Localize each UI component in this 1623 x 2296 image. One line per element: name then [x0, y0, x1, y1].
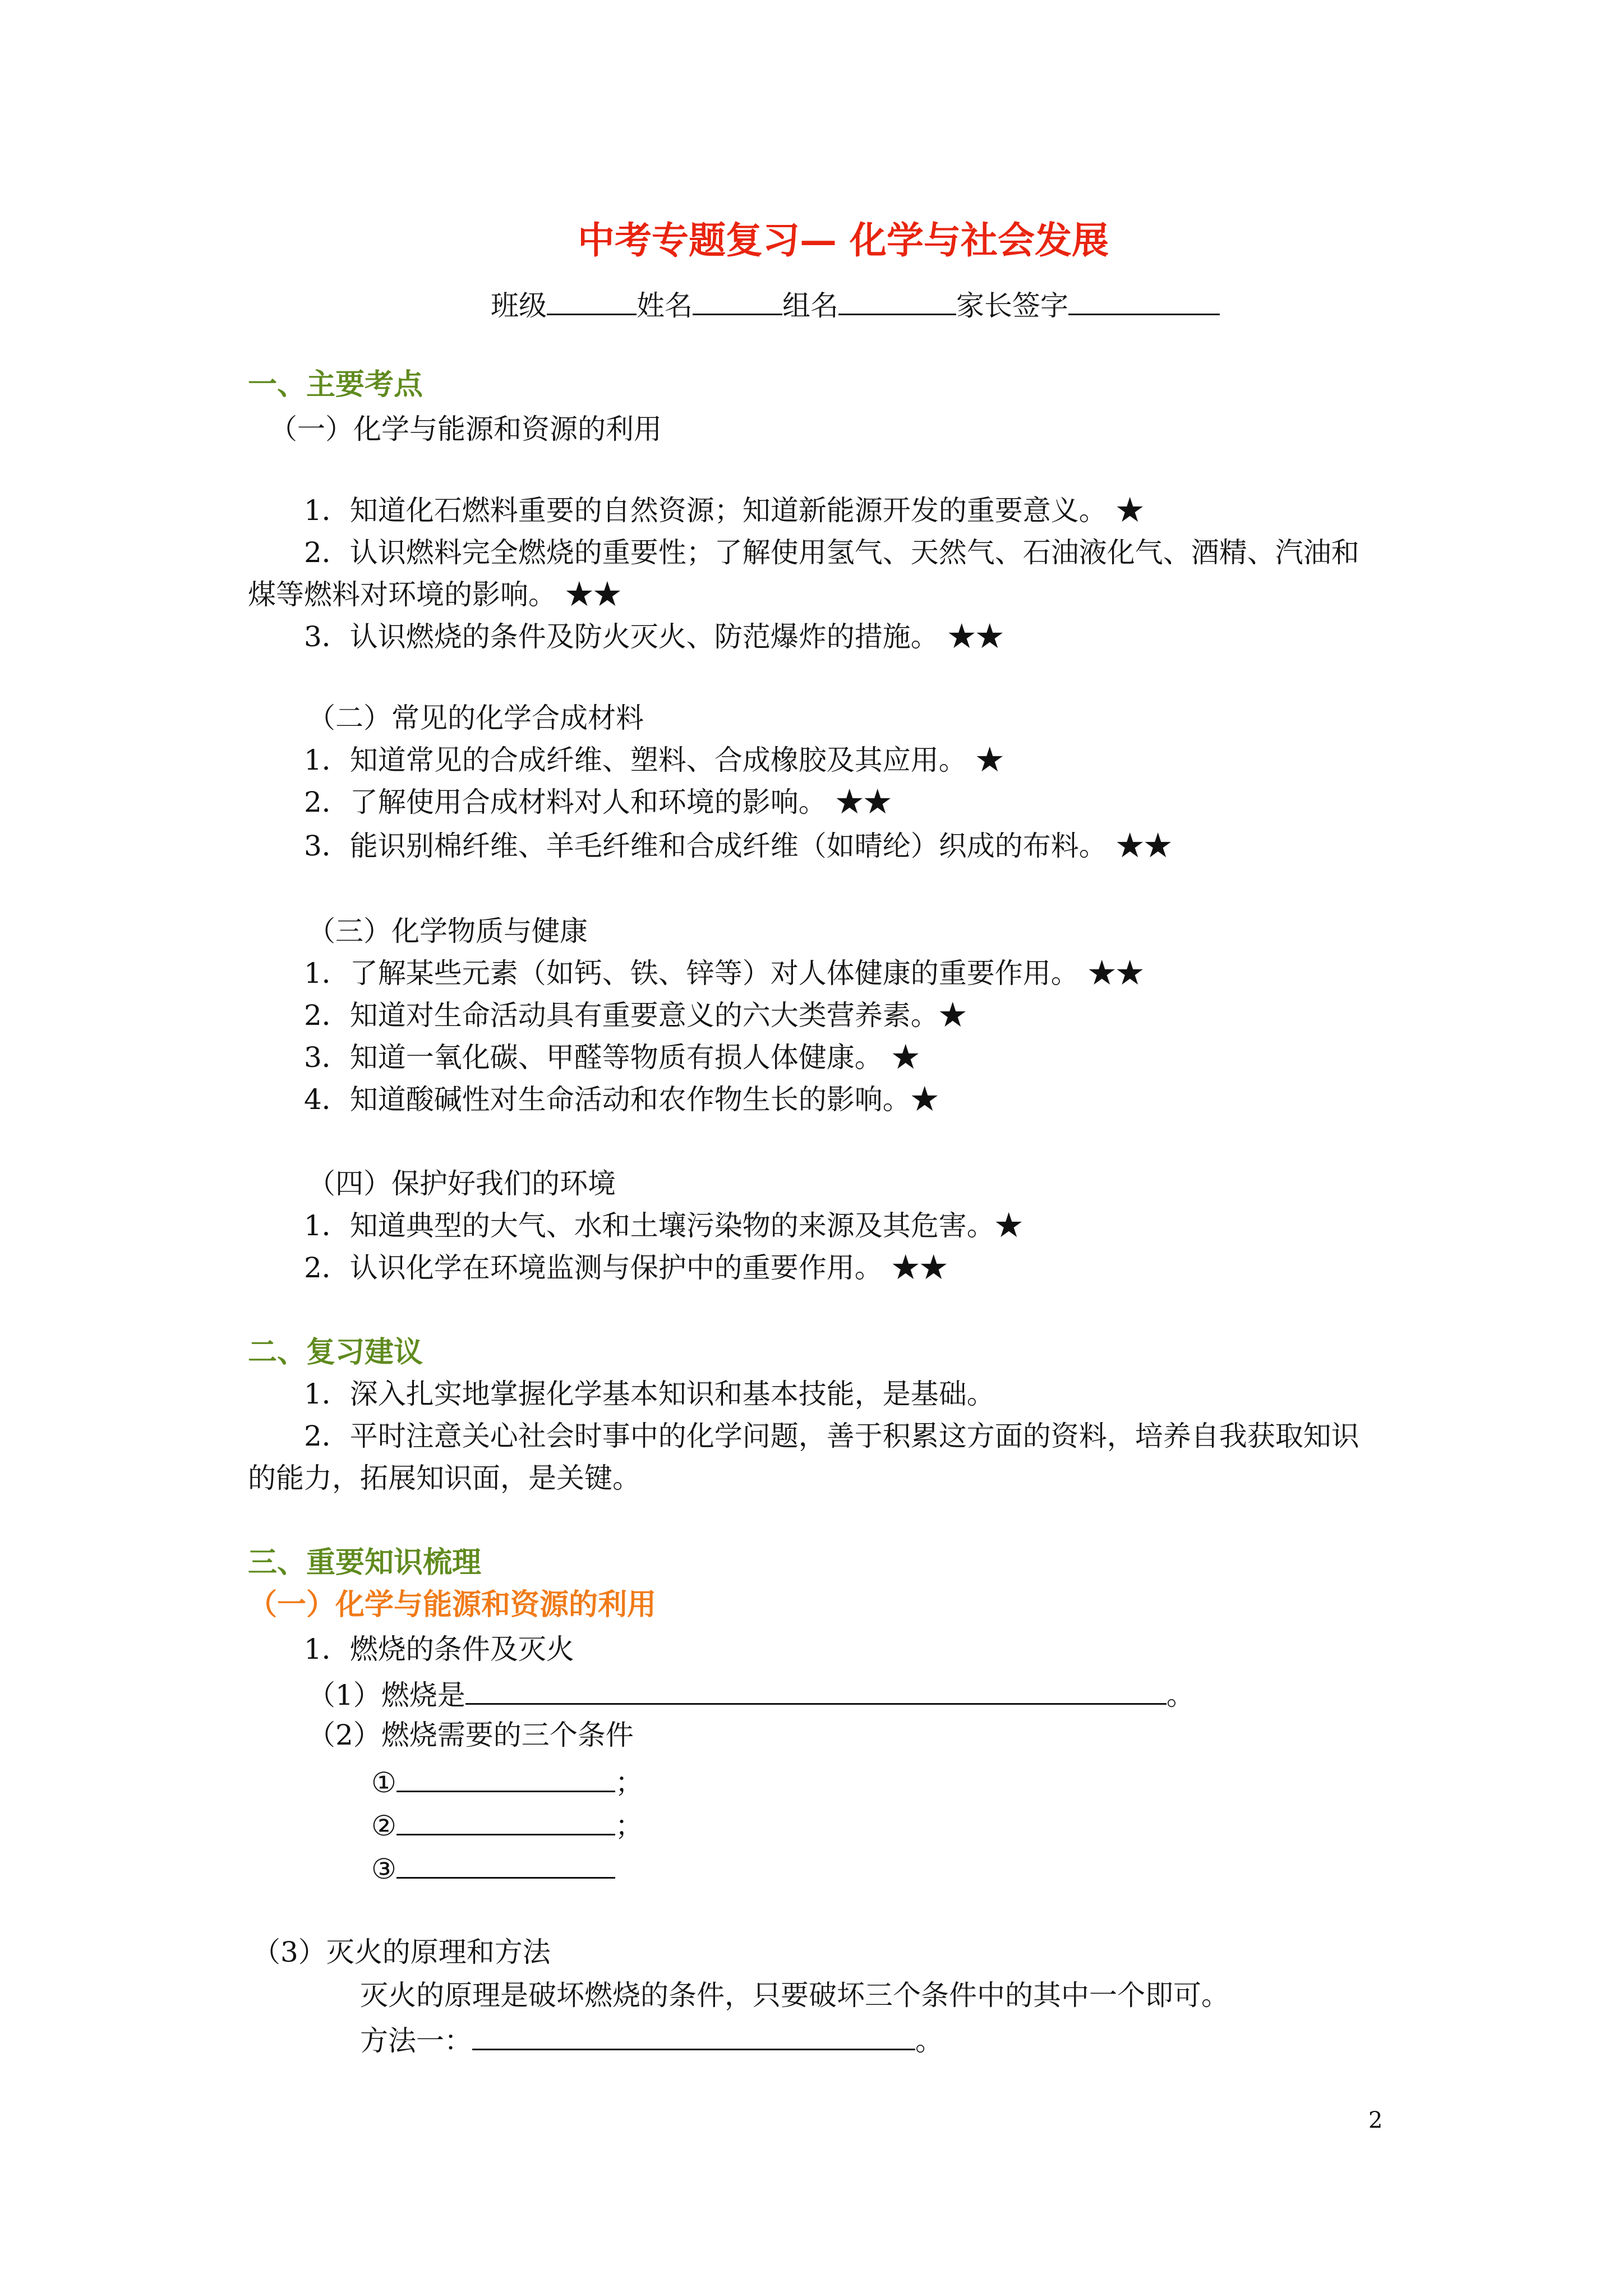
name-label: 姓名 — [637, 289, 693, 322]
extinguish-principle: 灭火的原理是破坏燃烧的条件，只要破坏三个条件中的其中一个即可。 — [360, 1979, 1229, 2012]
group-field[interactable] — [838, 289, 956, 315]
method-1-end: 。 — [915, 2024, 943, 2057]
condition-2-row — [371, 1809, 643, 1840]
advice-point-2-line1: 2．平时注意关心社会时事中的化学问题，善于积累这方面的资料，培养自我获取知识 — [304, 1420, 1359, 1452]
parent-signature-field[interactable] — [1068, 289, 1220, 315]
condition-3-row — [371, 1852, 615, 1883]
method-1-label: 方法一： — [360, 2024, 472, 2057]
student-info-form — [491, 289, 1220, 320]
method-1-row — [360, 2024, 943, 2055]
combustion-item-title: 1．燃烧的条件及灭火 — [304, 1633, 574, 1665]
condition-2-semicolon: ； — [615, 1810, 643, 1842]
class-field[interactable] — [547, 289, 637, 315]
energy-point-2-line2: 煤等燃料对环境的影响。 ★★ — [248, 578, 621, 611]
environment-point-2: 2．认识化学在环境监测与保护中的重要作用。 ★★ — [304, 1251, 948, 1284]
advice-point-2-line2: 的能力，拓展知识面，是关键。 — [248, 1462, 640, 1494]
materials-point-1: 1．知道常见的合成纤维、塑料、合成橡胶及其应用。 ★ — [304, 744, 1004, 776]
energy-point-1: 1．知道化石燃料重要的自然资源；知道新能源开发的重要意义。 ★ — [304, 494, 1144, 527]
health-point-3: 3．知道一氧化碳、甲醛等物质有损人体健康。 ★ — [304, 1041, 920, 1074]
section-1-heading: 一、主要考点 — [248, 368, 423, 402]
materials-point-3: 3．能识别棉纤维、羊毛纤维和合成纤维（如晴纶）织成的布料。 ★★ — [304, 830, 1172, 862]
parent-signature-label: 家长签字 — [956, 289, 1068, 322]
page-title: 中考专题复习— 化学与社会发展 — [578, 218, 1109, 262]
subsection-environment-title: （四）保护好我们的环境 — [307, 1167, 616, 1200]
health-point-2: 2．知道对生命活动具有重要意义的六大类营养素。★ — [304, 999, 967, 1032]
condition-3-marker: ③ — [371, 1853, 396, 1885]
condition-1-blank[interactable] — [396, 1766, 615, 1792]
section-2-heading: 二、复习建议 — [248, 1336, 423, 1369]
section-3-heading: 三、重要知识梳理 — [248, 1546, 482, 1580]
subsection-health-title: （三）化学物质与健康 — [307, 915, 588, 947]
combustion-definition-blank[interactable] — [465, 1678, 1166, 1705]
page-number: 2 — [1368, 2108, 1383, 2133]
health-point-1: 1．了解某些元素（如钙、铁、锌等）对人体健康的重要作用。 ★★ — [304, 957, 1144, 990]
combustion-conditions-question: （2）燃烧需要的三个条件 — [307, 1719, 634, 1751]
subsection-materials-title: （二）常见的化学合成材料 — [307, 702, 644, 734]
combustion-definition-end: 。 — [1166, 1679, 1195, 1711]
combustion-definition-question — [307, 1678, 1195, 1709]
condition-2-blank[interactable] — [396, 1809, 615, 1835]
energy-point-2-line1: 2．认识燃料完全燃烧的重要性；了解使用氢气、天然气、石油液化气、酒精、汽油和 — [304, 536, 1359, 569]
name-field[interactable] — [693, 289, 782, 315]
group-label: 组名 — [782, 289, 838, 322]
materials-point-2: 2．了解使用合成材料对人和环境的影响。 ★★ — [304, 786, 892, 818]
environment-point-1: 1．知道典型的大气、水和土壤污染物的来源及其危害。★ — [304, 1209, 1023, 1242]
class-label: 班级 — [491, 289, 547, 322]
condition-1-semicolon: ； — [615, 1766, 643, 1799]
health-point-4: 4．知道酸碱性对生命活动和农作物生长的影响。★ — [304, 1083, 939, 1116]
subsection-energy-title: （一）化学与能源和资源的利用 — [269, 413, 662, 445]
condition-2-marker: ② — [371, 1810, 396, 1842]
condition-1-marker: ① — [371, 1766, 396, 1799]
condition-3-blank[interactable] — [396, 1852, 615, 1879]
advice-point-1: 1．深入扎实地掌握化学基本知识和基本技能，是基础。 — [304, 1378, 995, 1410]
combustion-definition-label: （1）燃烧是 — [307, 1679, 465, 1711]
energy-point-3: 3．认识燃烧的条件及防火灭火、防范爆炸的措施。 ★★ — [304, 620, 1004, 653]
extinguish-question: （3）灭火的原理和方法 — [252, 1936, 551, 1968]
method-1-blank[interactable] — [472, 2024, 915, 2050]
subsection-energy-review-title: （一）化学与能源和资源的利用 — [248, 1588, 657, 1622]
condition-1-row — [371, 1766, 643, 1797]
